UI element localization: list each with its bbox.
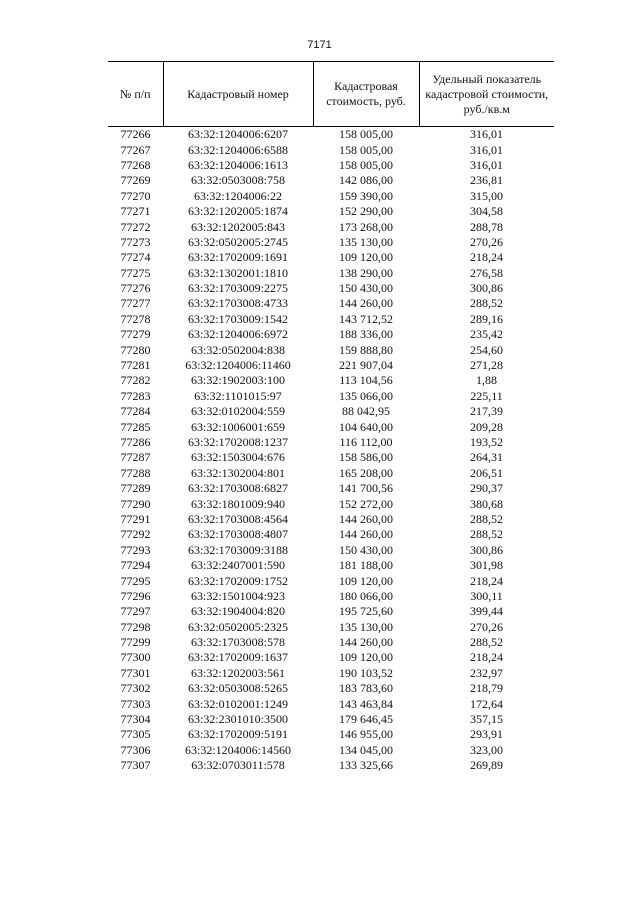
cadastral-number: 63:32:1702009:1637 — [187, 650, 288, 665]
row-number: 77303 — [120, 696, 151, 711]
header-cadastral-number: Кадастровый номер — [163, 62, 313, 127]
row-number: 77287 — [120, 450, 151, 465]
table-row — [108, 696, 554, 711]
table-row — [108, 127, 554, 143]
table-row — [108, 527, 554, 542]
specific-cost: 316,01 — [470, 127, 503, 142]
table-row — [108, 327, 554, 342]
cadastral-number: 63:32:1204006:6588 — [187, 142, 288, 157]
row-number: 77267 — [120, 142, 151, 157]
row-number: 77273 — [120, 234, 151, 249]
row-number: 77305 — [120, 727, 151, 742]
specific-cost: 236,81 — [470, 173, 503, 188]
specific-cost: 225,11 — [470, 388, 503, 403]
table-row — [108, 435, 554, 450]
row-number: 77278 — [120, 311, 151, 326]
table-row — [108, 681, 554, 696]
page-number: 7171 — [307, 39, 332, 51]
cadastral-cost: 158 005,00 — [339, 127, 393, 142]
row-number: 77301 — [120, 665, 151, 680]
cadastral-cost: 135 130,00 — [339, 234, 393, 249]
cadastral-number: 63:32:1204006:1613 — [187, 157, 288, 172]
table-row — [108, 312, 554, 327]
row-number: 77270 — [120, 188, 151, 203]
cadastral-number: 63:32:1703008:4807 — [187, 527, 288, 542]
cadastral-cost: 143 463,84 — [339, 696, 393, 711]
specific-cost: 300,86 — [470, 542, 503, 557]
specific-cost: 218,24 — [470, 573, 503, 588]
row-number: 77302 — [120, 681, 151, 696]
table-row — [108, 142, 554, 157]
cadastral-number: 63:32:0703011:578 — [191, 758, 285, 773]
specific-cost: 235,42 — [470, 327, 503, 342]
specific-cost: 288,78 — [470, 219, 503, 234]
cadastral-cost: 179 646,45 — [339, 712, 393, 727]
cadastral-number: 63:32:1703009:1542 — [187, 311, 288, 326]
row-number: 77266 — [120, 127, 151, 142]
table-row — [108, 481, 554, 496]
table-row — [108, 466, 554, 481]
row-number: 77275 — [120, 265, 151, 280]
specific-cost: 288,52 — [470, 635, 503, 650]
cadastral-number: 63:32:1204006:6207 — [187, 127, 288, 142]
cadastral-number: 63:32:0502004:838 — [190, 342, 285, 357]
cadastral-number: 63:32:1702009:1691 — [187, 250, 288, 265]
table-row — [108, 266, 554, 281]
table-row — [108, 650, 554, 665]
cadastral-number: 63:32:1503004:676 — [190, 450, 285, 465]
row-number: 77297 — [120, 604, 151, 619]
cadastral-cost: 134 045,00 — [339, 742, 393, 757]
cadastral-cost: 158 586,00 — [339, 450, 393, 465]
cadastral-number: 63:32:1702009:1752 — [187, 573, 288, 588]
row-number: 77298 — [120, 619, 151, 634]
cadastral-cost: 104 640,00 — [339, 419, 393, 434]
cadastral-number: 63:32:1302004:801 — [190, 465, 285, 480]
cadastral-number: 63:32:1204006:22 — [193, 188, 282, 203]
cadastral-number: 63:32:1703009:2275 — [187, 281, 288, 296]
row-number: 77304 — [120, 712, 151, 727]
table-row — [108, 281, 554, 296]
table-row — [108, 173, 554, 188]
table-row — [108, 342, 554, 357]
row-number: 77271 — [120, 204, 151, 219]
cadastral-cost: 180 066,00 — [339, 588, 393, 603]
table-row — [108, 373, 554, 388]
cadastral-cost: 181 188,00 — [339, 558, 393, 573]
table-row — [108, 620, 554, 635]
cadastral-cost: 116 112,00 — [339, 435, 393, 449]
specific-cost: 264,31 — [470, 450, 503, 465]
cadastral-cost: 144 260,00 — [339, 511, 393, 526]
row-number: 77274 — [120, 250, 151, 265]
specific-cost: 271,28 — [470, 358, 503, 373]
row-number: 77296 — [120, 588, 151, 603]
specific-cost: 323,00 — [470, 742, 503, 757]
specific-cost: 270,26 — [470, 619, 503, 634]
row-number: 77289 — [120, 481, 151, 496]
table-row — [108, 604, 554, 619]
specific-cost: 218,24 — [470, 650, 503, 665]
cadastral-cost: 141 700,56 — [339, 481, 393, 496]
cadastral-number: 63:32:1703008:6827 — [187, 481, 288, 496]
cadastral-number: 63:32:1202003:561 — [190, 665, 285, 680]
cadastral-number: 63:32:1202005:1874 — [187, 204, 288, 219]
specific-cost: 172,64 — [470, 696, 503, 711]
specific-cost: 209,28 — [470, 419, 503, 434]
specific-cost: 357,15 — [470, 712, 503, 727]
cadastral-number: 63:32:1302001:1810 — [187, 265, 288, 280]
specific-cost: 304,58 — [470, 204, 503, 219]
row-number: 77269 — [120, 173, 151, 188]
cadastral-cost: 144 260,00 — [339, 296, 393, 311]
cadastral-number: 63:32:0502005:2325 — [187, 619, 288, 634]
cadastral-cost: 109 120,00 — [339, 573, 393, 588]
cadastral-cost: 150 430,00 — [339, 542, 393, 557]
specific-cost: 301,98 — [470, 558, 503, 573]
specific-cost: 1,88 — [476, 373, 497, 388]
row-number: 77276 — [120, 281, 151, 296]
cadastral-number: 63:32:1703008:578 — [190, 635, 285, 650]
cadastral-number: 63:32:0503008:758 — [190, 173, 285, 188]
cadastral-cost: 152 290,00 — [339, 204, 393, 219]
row-number: 77307 — [120, 758, 151, 773]
row-number: 77299 — [120, 635, 151, 650]
cadastral-cost: 159 888,80 — [339, 342, 393, 357]
cadastral-number: 63:32:1204006:14560 — [184, 742, 291, 757]
table-row — [108, 296, 554, 311]
cadastral-cost: 188 336,00 — [339, 327, 393, 342]
specific-cost: 315,00 — [470, 188, 503, 203]
cadastral-cost: 133 325,66 — [339, 758, 393, 773]
cadastral-number: 63:32:1204006:6972 — [187, 327, 288, 342]
cadastral-number: 63:32:1006001:659 — [190, 419, 285, 434]
table-row — [108, 666, 554, 681]
table-row — [108, 512, 554, 527]
table-row — [108, 589, 554, 604]
row-number: 77295 — [120, 573, 151, 588]
cadastral-number: 63:32:1703008:4733 — [187, 296, 288, 311]
specific-cost: 399,44 — [470, 604, 503, 619]
specific-cost: 269,89 — [470, 758, 503, 773]
cadastral-cost: 158 005,00 — [339, 142, 393, 157]
table-row — [108, 219, 554, 234]
table-row — [108, 235, 554, 250]
table-row — [108, 543, 554, 558]
row-number: 77272 — [120, 219, 151, 234]
table-row — [108, 573, 554, 588]
cadastral-number: 63:32:1703008:4564 — [187, 511, 288, 526]
specific-cost: 288,52 — [470, 511, 503, 526]
row-number: 77290 — [120, 496, 151, 511]
table-row — [108, 758, 554, 773]
specific-cost: 218,79 — [470, 681, 503, 696]
specific-cost: 289,16 — [470, 311, 503, 326]
cadastral-number: 63:32:0102001:1249 — [187, 696, 288, 711]
cadastral-cost: 109 120,00 — [339, 650, 393, 665]
cadastral-cost: 152 272,00 — [339, 496, 393, 511]
cadastral-value-table — [108, 61, 554, 773]
row-number: 77300 — [120, 650, 151, 665]
specific-cost: 206,51 — [470, 465, 503, 480]
cadastral-cost: 146 955,00 — [339, 727, 393, 742]
table-body — [108, 127, 554, 774]
cadastral-number: 63:32:1703009:3188 — [187, 542, 288, 557]
cadastral-cost: 221 907,04 — [339, 358, 393, 373]
cadastral-number: 63:32:2407001:590 — [190, 558, 285, 573]
table-row — [108, 158, 554, 173]
specific-cost: 270,26 — [470, 234, 503, 249]
specific-cost: 316,01 — [470, 142, 503, 157]
row-number: 77306 — [120, 742, 151, 757]
table-row — [108, 712, 554, 727]
cadastral-cost: 150 430,00 — [339, 281, 393, 296]
table-row — [108, 358, 554, 373]
cadastral-number: 63:32:1501004:923 — [190, 588, 285, 603]
cadastral-cost: 88 042,95 — [342, 404, 390, 419]
cadastral-cost: 173 268,00 — [339, 219, 393, 234]
row-number: 77279 — [120, 327, 151, 342]
cadastral-cost: 183 783,60 — [339, 681, 393, 696]
cadastral-number: 63:32:1204006:11460 — [185, 358, 291, 373]
row-number: 77292 — [120, 527, 151, 542]
row-number: 77277 — [120, 296, 151, 311]
row-number: 77286 — [120, 435, 151, 449]
cadastral-cost: 138 290,00 — [339, 265, 393, 280]
specific-cost: 290,37 — [470, 481, 503, 496]
cadastral-cost: 159 390,00 — [339, 188, 393, 203]
cadastral-number: 63:32:1902003:100 — [190, 373, 285, 388]
row-number: 77285 — [120, 419, 151, 434]
specific-cost: 380,68 — [470, 496, 503, 511]
table-row — [108, 419, 554, 434]
specific-cost: 316,01 — [470, 157, 503, 172]
row-number: 77284 — [120, 404, 151, 419]
specific-cost: 288,52 — [470, 527, 503, 542]
cadastral-number: 63:32:0502005:2745 — [187, 234, 288, 249]
table-row — [108, 635, 554, 650]
table-row — [108, 727, 554, 742]
header-row-number: № п/п — [108, 62, 163, 127]
cadastral-cost: 165 208,00 — [339, 465, 393, 480]
specific-cost: 193,52 — [470, 435, 503, 449]
cadastral-number: 63:32:1904004:820 — [190, 604, 285, 619]
cadastral-number: 63:32:0102004:559 — [190, 404, 285, 419]
cadastral-cost: 144 260,00 — [339, 635, 393, 650]
table-row — [108, 404, 554, 419]
cadastral-cost: 142 086,00 — [339, 173, 393, 188]
row-number: 77281 — [120, 358, 151, 373]
row-number: 77268 — [120, 157, 151, 172]
cadastral-cost: 195 725,60 — [339, 604, 393, 619]
row-number: 77293 — [120, 542, 151, 557]
cadastral-number: 63:32:1702009:5191 — [187, 727, 288, 742]
row-number: 77280 — [120, 342, 151, 357]
cadastral-number: 63:32:1702008:1237 — [187, 435, 288, 449]
table-header-row — [108, 62, 554, 127]
row-number: 77294 — [120, 558, 151, 573]
table-row — [108, 450, 554, 465]
cadastral-number: 63:32:1202005:843 — [190, 219, 285, 234]
specific-cost: 293,91 — [470, 727, 503, 742]
cadastral-cost: 109 120,00 — [339, 250, 393, 265]
cadastral-cost: 190 103,52 — [339, 665, 393, 680]
cadastral-cost: 143 712,52 — [339, 311, 393, 326]
specific-cost: 218,24 — [470, 250, 503, 265]
row-number: 77291 — [120, 511, 151, 526]
row-number: 77288 — [120, 465, 151, 480]
table-row — [108, 204, 554, 219]
cadastral-cost: 158 005,00 — [339, 157, 393, 172]
cadastral-cost: 135 130,00 — [339, 619, 393, 634]
cadastral-cost: 135 066,00 — [339, 388, 393, 403]
specific-cost: 254,60 — [470, 342, 503, 357]
specific-cost: 276,58 — [470, 265, 503, 280]
specific-cost: 300,86 — [470, 281, 503, 296]
table-row — [108, 496, 554, 511]
table-row — [108, 250, 554, 265]
cadastral-number: 63:32:1801009:940 — [190, 496, 285, 511]
specific-cost: 300,11 — [470, 588, 503, 603]
row-number: 77283 — [120, 388, 151, 403]
table-row — [108, 558, 554, 573]
cadastral-cost: 113 104,56 — [339, 373, 393, 388]
cadastral-cost: 144 260,00 — [339, 527, 393, 542]
specific-cost: 217,39 — [470, 404, 503, 419]
table-row — [108, 389, 554, 404]
cadastral-number: 63:32:2301010:3500 — [187, 712, 288, 727]
cadastral-number: 63:32:1101015:97 — [194, 388, 282, 403]
cadastral-number: 63:32:0503008:5265 — [187, 681, 288, 696]
table-row — [108, 743, 554, 758]
header-specific-cost: Удельный показатель кадастровой стоимости, руб./кв.м — [419, 62, 554, 127]
row-number: 77282 — [120, 373, 151, 388]
table-row — [108, 189, 554, 204]
header-cadastral-cost: Кадастровая стоимость, руб. — [313, 62, 419, 127]
specific-cost: 232,97 — [470, 665, 503, 680]
specific-cost: 288,52 — [470, 296, 503, 311]
